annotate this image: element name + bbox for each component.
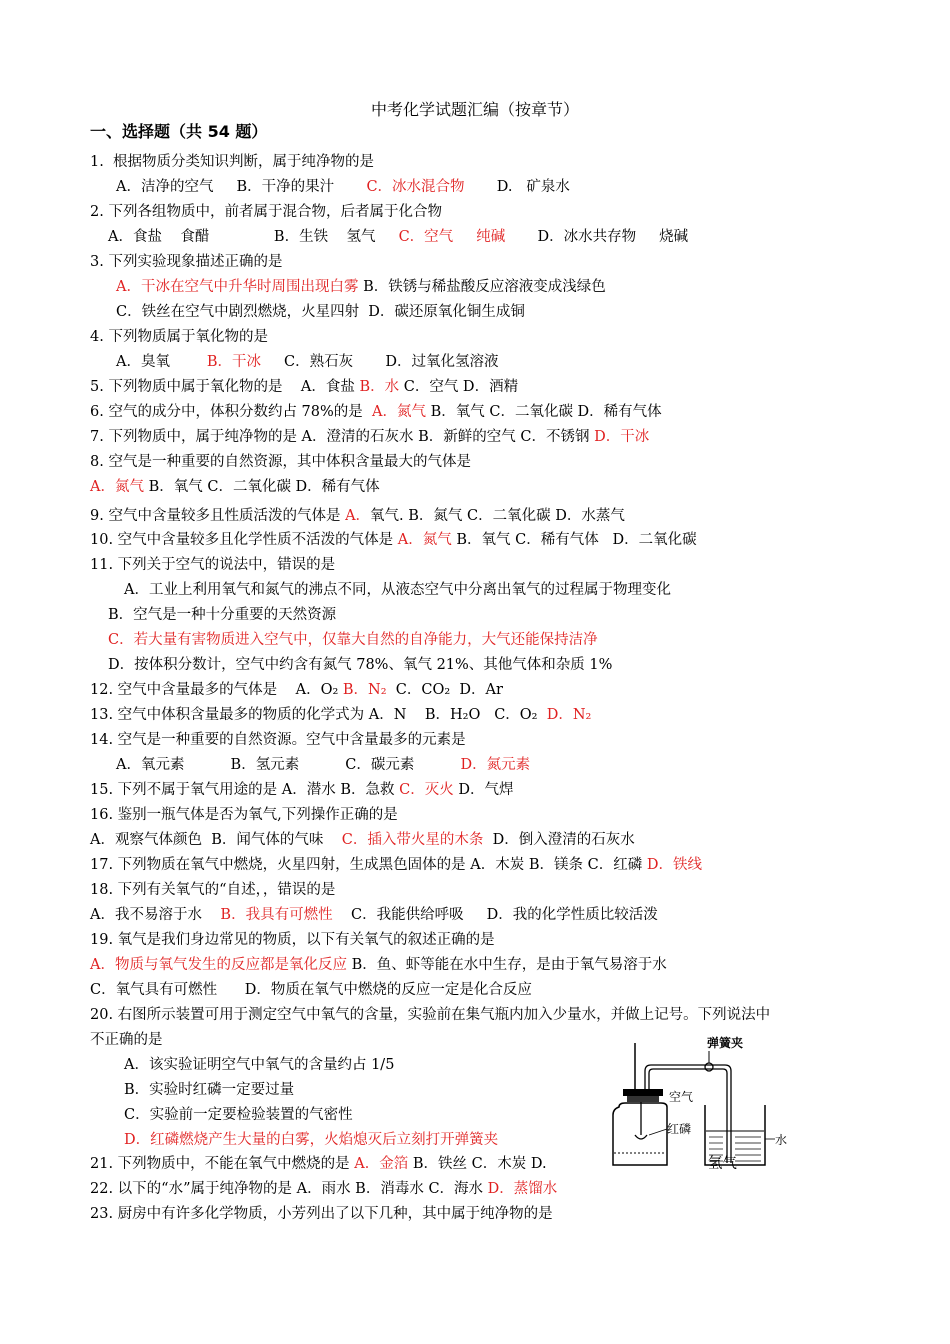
question-text: 11. 下列关于空气的说法中，错误的是: [90, 557, 336, 573]
question-text: B．铁丝 C．木炭 D. 氢气: [408, 1156, 737, 1172]
question-text: B．空气是一种十分重要的天然资源: [108, 607, 337, 623]
question-line: [90, 327, 268, 347]
question-line: [90, 705, 591, 725]
answer-text: C．空气 纯碱: [398, 229, 506, 245]
question-line: [116, 277, 606, 297]
question-line: [124, 1130, 498, 1150]
question-text: D. 矿泉水: [464, 179, 570, 195]
question-text: C．我能供给呼吸 D．我的化学性质比较活泼: [332, 907, 658, 923]
question-text: A．我不易溶于水: [90, 907, 221, 923]
question-text: D．气焊: [453, 782, 514, 798]
answer-text: A．氮气: [397, 532, 452, 548]
question-text: D．倒入澄清的石灰水: [483, 832, 635, 848]
question-line: [90, 427, 649, 447]
question-text: D．按体积分数计，空气中约含有氮气 78%、氧气 21%、其他气体和杂质 1%: [108, 657, 613, 673]
question-line: [116, 755, 530, 775]
question-line: [90, 1005, 770, 1025]
question-line: [116, 177, 570, 197]
question-text: 13. 空气中体积含量最多的物质的化学式为 A．N B．H₂O C．O₂: [90, 707, 547, 723]
question-line: [90, 855, 702, 875]
question-line: [108, 605, 336, 625]
question-line: [90, 980, 532, 1000]
question-line: [90, 780, 513, 800]
question-line: [90, 202, 442, 222]
answer-text: C．冰水混合物: [366, 179, 465, 195]
question-text: 12. 空气中含量最多的气体是 A．O₂: [90, 682, 343, 698]
question-line: [90, 930, 495, 950]
question-line: [90, 1179, 557, 1199]
answer-text: D．干冰: [594, 429, 650, 445]
question-text: A．臭氧: [116, 354, 207, 370]
question-line: [90, 830, 635, 850]
answer-text: B．水: [359, 379, 400, 395]
question-text: 14. 空气是一种重要的自然资源。空气中含量最多的元素是: [90, 732, 466, 748]
question-line: [90, 506, 625, 526]
question-text: A．氧元素 B．氢元素 C．碳元素: [116, 757, 461, 773]
answer-text: B．干冰: [206, 354, 262, 370]
question-text: 8. 空气是一种重要的自然资源，其中体积含量最大的气体是: [90, 454, 471, 470]
question-text: 10. 空气中含量较多且化学性质不活泼的气体是: [90, 532, 398, 548]
question-line: [90, 402, 662, 422]
answer-text: D．红磷燃烧产生大量的白雾，火焰熄灭后立刻打开弹簧夹: [124, 1132, 499, 1148]
figure-label-clip: 弹簧夹: [707, 1036, 744, 1050]
question-text: 6. 空气的成分中，体积分数约占 78%的是: [90, 404, 372, 420]
question-line: [90, 555, 335, 575]
question-text: 21. 下列物质中，不能在氧气中燃烧的是: [90, 1156, 355, 1172]
answer-text: A．氮气: [372, 404, 426, 420]
question-text: 15. 下列不属于氧气用途的是 A．潜水 B．急救: [90, 782, 400, 798]
question-text: A．食盐 食醋 B．生铁 氢气: [108, 229, 399, 245]
question-text: 22. 以下的“水”属于纯净物的是 A．雨水 B．消毒水 C．海水: [90, 1181, 488, 1197]
question-line: [90, 1030, 163, 1050]
question-text: C．实验前一定要检验装置的气密性: [124, 1107, 353, 1123]
question-text: D．冰水共存物 烧碱: [505, 229, 689, 245]
question-text: 1. 根据物质分类知识判断，属于纯净物的是: [90, 154, 375, 170]
question-text: B．铁锈与稀盐酸反应溶液变成浅绿色: [358, 279, 606, 295]
answer-text: A．氮气: [90, 479, 144, 495]
question-line: [90, 880, 335, 900]
question-line: [124, 1080, 294, 1100]
question-line: [124, 1055, 394, 1075]
answer-text: D．N₂: [546, 707, 592, 723]
question-line: [90, 680, 503, 700]
question-text: C．熟石灰 D．过氧化氢溶液: [261, 354, 499, 370]
question-text: 9. 空气中含量较多且性质活泼的气体是: [90, 508, 346, 524]
question-line: [90, 1204, 553, 1224]
question-text: C．空气 D．酒精: [399, 379, 519, 395]
apparatus-figure: [605, 1035, 795, 1170]
section-heading: 一、选择题（共 54 题）: [90, 122, 268, 141]
answer-text: C．灭火: [399, 782, 454, 798]
figure-label-phosphorus: 红磷: [667, 1122, 692, 1136]
question-text: 23. 厨房中有许多化学物质，小芳列出了以下几种，其中属于纯净物的是: [90, 1206, 553, 1222]
question-line: [90, 377, 518, 397]
question-line: [90, 905, 658, 925]
question-line: [90, 530, 697, 550]
question-text: 7. 下列物质中，属于纯净物的是 A．澄清的石灰水 B．新鲜的空气 C．不锈钢: [90, 429, 595, 445]
question-text: B．氧气 C．二氧化碳 D．稀有气体: [425, 404, 662, 420]
figure-label-air: 空气: [669, 1090, 694, 1104]
figure-label-water: 水: [775, 1133, 788, 1147]
question-line: [124, 1105, 353, 1125]
question-text: A．该实验证明空气中氧气的含量约占 1/5: [124, 1057, 395, 1073]
question-line: [90, 152, 374, 172]
answer-text: B．我具有可燃性: [220, 907, 333, 923]
question-text: A．工业上利用氧气和氮气的沸点不同，从液态空气中分离出氧气的过程属于物理变化: [124, 582, 671, 598]
page-title: 中考化学试题汇编（按章节）: [370, 100, 579, 119]
question-text: C．CO₂ D．Ar: [386, 682, 503, 698]
question-text: 16. 鉴别一瓶气体是否为氧气,下列操作正确的是: [90, 807, 398, 823]
question-text: A．观察气体颜色 B．闻气体的气味: [90, 832, 342, 848]
question-line: [90, 477, 380, 497]
question-text: A．洁净的空气 B．干净的果汁: [116, 179, 367, 195]
question-text: 18. 下列有关氧气的“自述，，错误的是: [90, 882, 336, 898]
question-line: [90, 730, 466, 750]
question-text: 3. 下列实验现象描述正确的是: [90, 254, 283, 270]
question-text: C．氧气具有可燃性 D．物质在氧气中燃烧的反应一定是化合反应: [90, 982, 532, 998]
question-text: 不正确的是: [90, 1032, 163, 1048]
answer-text: A．: [345, 508, 371, 524]
question-text: B．实验时红磷一定要过量: [124, 1082, 295, 1098]
answer-text: A．金箔: [354, 1156, 409, 1172]
answer-text: A．物质与氧气发生的反应都是氧化反应: [90, 957, 347, 973]
question-line: [90, 805, 398, 825]
question-line: [116, 302, 525, 322]
answer-text: D．氮元素: [460, 757, 531, 773]
answer-text: D．蒸馏水: [487, 1181, 558, 1197]
question-line: [90, 252, 282, 272]
question-line: [108, 227, 688, 247]
question-text: B．鱼、虾等能在水中生存，是由于氧气易溶于水: [346, 957, 667, 973]
question-line: [90, 955, 667, 975]
question-line: [90, 452, 471, 472]
question-text: 17. 下列物质在氧气中燃烧，火星四射，生成黑色固体的是 A．木炭 B．镁条 C．红磷: [90, 857, 647, 873]
question-line: [124, 580, 671, 600]
question-text: 20. 右图所示装置可用于测定空气中氧气的含量，实验前在集气瓶内加入少量水，并做上记号。下列说法中: [90, 1007, 771, 1023]
question-text: B．氧气 C．二氧化碳 D．稀有气体: [143, 479, 380, 495]
question-text: B．氧气 C．稀有气体 D．二氧化碳: [451, 532, 697, 548]
question-line: [116, 352, 499, 372]
question-text: 19. 氧气是我们身边常见的物质，以下有关氧气的叙述正确的是: [90, 932, 495, 948]
answer-text: C．若大量有害物质进入空气中，仅靠大自然的自净能力，大气还能保持洁净: [108, 632, 598, 648]
question-text: 5. 下列物质中属于氧化物的是 A．食盐: [90, 379, 360, 395]
question-text: C．铁丝在空气中剧烈燃烧，火星四射 D．碳还原氧化铜生成铜: [116, 304, 525, 320]
question-line: [108, 655, 612, 675]
answer-text: D．铁线: [646, 857, 702, 873]
answer-text: C．插入带火星的木条: [341, 832, 484, 848]
answer-text: B．N₂: [342, 682, 387, 698]
question-text: 氧气. B．氮气 C．二氧化碳 D．水蒸气: [370, 508, 625, 524]
question-text: 2. 下列各组物质中，前者属于混合物，后者属于化合物: [90, 204, 442, 220]
question-text: 4. 下列物质属于氧化物的是: [90, 329, 268, 345]
answer-text: A．干冰在空气中升华时周围出现白雾: [116, 279, 359, 295]
question-line: [108, 630, 598, 650]
